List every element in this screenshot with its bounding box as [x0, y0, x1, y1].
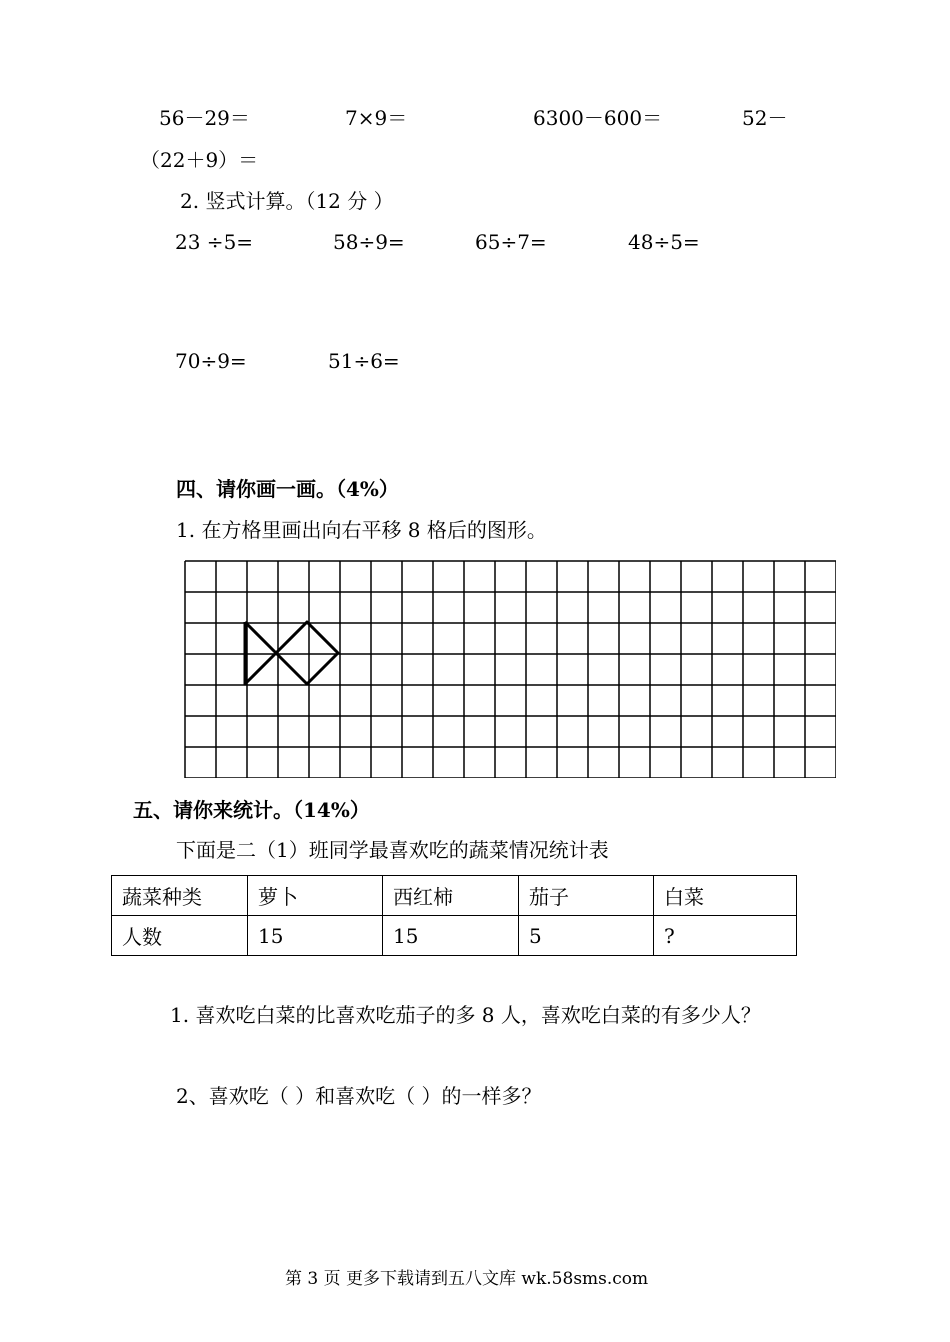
vcalc-6: 51÷6= [328, 349, 400, 373]
table-header-cell: 西红柿 [383, 876, 519, 916]
table-row [112, 916, 797, 956]
vcalc-3: 65÷7= [475, 230, 547, 254]
section5-intro: 下面是二（1）班同学最喜欢吃的蔬菜情况统计表 [176, 838, 609, 862]
table-row [112, 876, 797, 916]
oral-calc-4: 52－ [742, 106, 788, 130]
vcalc-4: 48÷5= [628, 230, 700, 254]
table-cell: 人数 [112, 916, 248, 956]
oral-calc-4-cont: （22＋9）＝ [140, 148, 259, 172]
q2-title: 2. 竖式计算。（12 分 ） [180, 189, 394, 213]
oral-calc-3: 6300－600＝ [533, 106, 663, 130]
vcalc-5: 70÷9= [175, 349, 247, 373]
bowtie-shape [245, 622, 338, 684]
oral-calc-2: 7×9＝ [345, 106, 408, 130]
section4-title: 四、请你画一画。（4%） [176, 477, 399, 501]
page-footer: 第 3 页 更多下载请到五八文库 wk.58sms.com [285, 1269, 649, 1289]
table-header-cell: 茄子 [519, 876, 654, 916]
oral-calc-1: 56－29＝ [159, 106, 250, 130]
vegetable-stat-table [111, 875, 797, 956]
table-cell: 15 [383, 916, 519, 956]
section5-q1: 1. 喜欢吃白菜的比喜欢吃茄子的多 8 人，喜欢吃白菜的有多少人？ [170, 1003, 761, 1027]
table-header-cell: 蔬菜种类 [112, 876, 248, 916]
vcalc-1: 23 ÷5= [175, 230, 254, 254]
table-header-cell: 萝卜 [248, 876, 383, 916]
table-cell: 15 [248, 916, 383, 956]
section4-q1: 1. 在方格里画出向右平移 8 格后的图形。 [176, 518, 547, 542]
table-header-cell: 白菜 [654, 876, 797, 916]
section5-q2: 2、喜欢吃（ ）和喜欢吃（ ）的一样多？ [176, 1084, 542, 1108]
table-cell: ? [654, 916, 797, 956]
vcalc-2: 58÷9= [333, 230, 405, 254]
translation-grid[interactable] [184, 560, 836, 778]
section5-title: 五、请你来统计。（14%） [133, 798, 370, 822]
table-cell: 5 [519, 916, 654, 956]
